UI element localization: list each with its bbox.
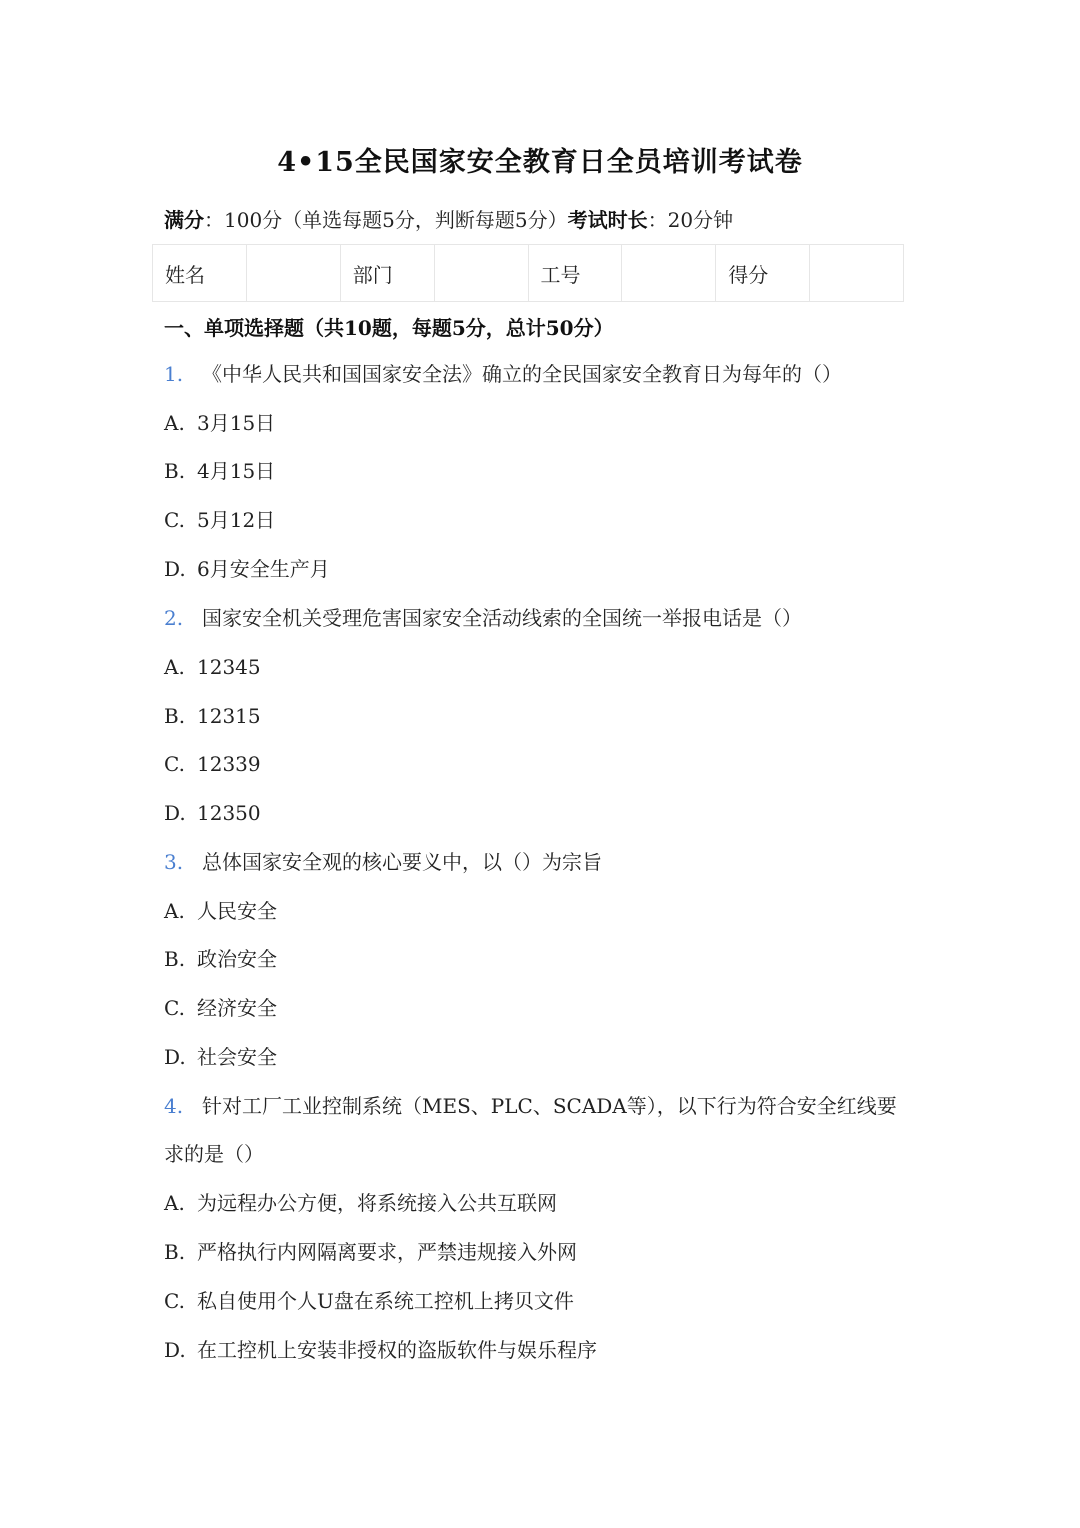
question-text: 针对工厂工业控制系统（MES、PLC、SCADA等），以下行为符合安全红线要 <box>202 1094 897 1118</box>
option-label: D. <box>164 557 186 581</box>
exam-meta <box>164 204 733 233</box>
question-2-option-d[interactable] <box>164 799 261 827</box>
question-2-option-c[interactable] <box>164 750 261 778</box>
question-4-option-b[interactable] <box>164 1238 577 1266</box>
option-label: D. <box>164 1045 186 1069</box>
score-label-cell: 得分 <box>716 245 810 302</box>
question-text: 《中华人民共和国国家安全法》确立的全民国家安全教育日为每年的（） <box>202 362 842 386</box>
option-label: C. <box>164 508 185 532</box>
question-4-option-d[interactable] <box>164 1336 597 1364</box>
option-label: A. <box>164 411 185 435</box>
option-label: D. <box>164 801 186 825</box>
question-2-option-b[interactable] <box>164 702 261 730</box>
id-input-cell[interactable] <box>622 245 716 302</box>
id-label-cell: 工号 <box>528 245 622 302</box>
question-text: 国家安全机关受理危害国家安全活动线索的全国统一举报电话是（） <box>202 606 802 630</box>
question-2 <box>164 604 802 632</box>
option-text: 人民安全 <box>197 899 277 923</box>
question-1-option-a[interactable] <box>164 409 275 437</box>
full-score-text: ：100分（单选每题5分，判断每题5分） <box>204 208 568 232</box>
question-4 <box>164 1092 897 1120</box>
question-4-option-a[interactable] <box>164 1189 557 1217</box>
question-number: 4. <box>164 1094 184 1118</box>
examinee-info-table <box>152 244 904 302</box>
option-label: B. <box>164 704 186 728</box>
question-4-continuation: 求的是（） <box>164 1142 264 1166</box>
option-label: C. <box>164 752 185 776</box>
question-number: 1. <box>164 362 184 386</box>
section-title-single-choice: 一、单项选择题（共10题，每题5分，总计50分） <box>164 316 614 340</box>
name-input-cell[interactable] <box>246 245 340 302</box>
option-label: A. <box>164 1191 185 1215</box>
option-text: 在工控机上安装非授权的盗版软件与娱乐程序 <box>197 1338 597 1362</box>
option-text: 6月安全生产月 <box>197 557 330 581</box>
option-label: C. <box>164 1289 185 1313</box>
dept-label-cell: 部门 <box>340 245 434 302</box>
full-score-label: 满分 <box>164 208 204 232</box>
option-label: D. <box>164 1338 186 1362</box>
question-3-option-d[interactable] <box>164 1043 277 1071</box>
name-label-cell: 姓名 <box>153 245 247 302</box>
option-label: B. <box>164 1240 186 1264</box>
option-label: A. <box>164 655 185 679</box>
option-text: 为远程办公方便，将系统接入公共互联网 <box>197 1191 557 1215</box>
exam-title: 4•15全民国家安全教育日全员培训考试卷 <box>277 147 803 178</box>
option-label: C. <box>164 996 185 1020</box>
dept-input-cell[interactable] <box>434 245 528 302</box>
option-text: 严格执行内网隔离要求，严禁违规接入外网 <box>197 1240 577 1264</box>
option-text: 12339 <box>197 752 261 776</box>
option-text: 12345 <box>197 655 261 679</box>
option-text: 经济安全 <box>197 996 277 1020</box>
option-text: 政治安全 <box>197 947 277 971</box>
option-text: 12350 <box>197 801 261 825</box>
option-label: B. <box>164 459 186 483</box>
option-text: 私自使用个人U盘在系统工控机上拷贝文件 <box>197 1289 574 1313</box>
question-1 <box>164 360 842 388</box>
option-label: A. <box>164 899 185 923</box>
question-number: 2. <box>164 606 184 630</box>
question-1-option-c[interactable] <box>164 506 275 534</box>
question-3-option-b[interactable] <box>164 945 277 973</box>
question-4-option-c[interactable] <box>164 1287 574 1315</box>
duration-label: 考试时长 <box>567 208 648 232</box>
question-3 <box>164 848 602 876</box>
option-text: 3月15日 <box>197 411 276 435</box>
option-text: 4月15日 <box>197 459 276 483</box>
question-1-option-d[interactable] <box>164 555 330 583</box>
question-text: 总体国家安全观的核心要义中，以（）为宗旨 <box>202 850 602 874</box>
question-3-option-a[interactable] <box>164 897 277 925</box>
question-number: 3. <box>164 850 184 874</box>
duration-text: ：20分钟 <box>647 208 734 232</box>
question-3-option-c[interactable] <box>164 994 277 1022</box>
option-text: 12315 <box>197 704 261 728</box>
score-input-cell[interactable] <box>810 245 904 302</box>
info-row <box>153 245 904 302</box>
option-label: B. <box>164 947 186 971</box>
question-2-option-a[interactable] <box>164 653 261 681</box>
option-text: 5月12日 <box>197 508 276 532</box>
question-1-option-b[interactable] <box>164 457 275 485</box>
option-text: 社会安全 <box>197 1045 277 1069</box>
